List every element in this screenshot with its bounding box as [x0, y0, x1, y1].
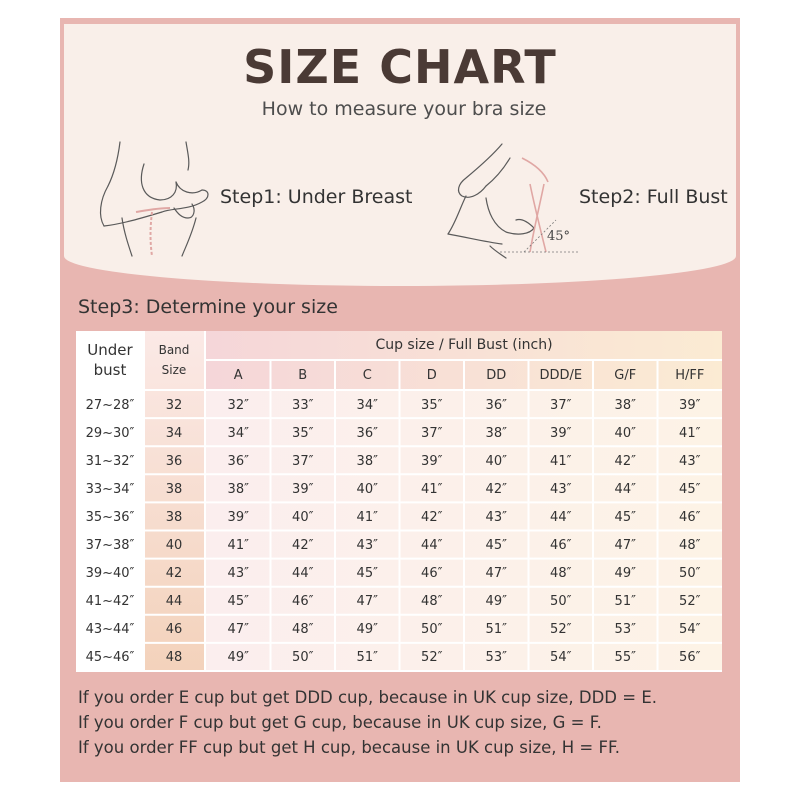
under-bust-cell: 35~36″	[85, 509, 135, 525]
full-bust-cell: 48″	[421, 594, 443, 610]
step2-label: Step2: Full Bust	[579, 186, 728, 208]
size-table	[76, 331, 722, 672]
full-bust-cell: 50″	[550, 594, 572, 610]
under-bust-cell: 31~32″	[85, 453, 135, 469]
full-bust-cell: 39″	[679, 397, 701, 413]
full-bust-cell: 52″	[550, 622, 572, 638]
step1-label: Step1: Under Breast	[220, 186, 413, 208]
full-bust-cell: 46″	[292, 594, 314, 610]
band-size-cell: 46	[165, 622, 183, 638]
full-bust-cell: 46″	[421, 566, 443, 582]
full-bust-cell: 47″	[614, 538, 636, 554]
cup-column-header: H/FF	[675, 367, 705, 383]
step3-label: Step3: Determine your size	[78, 296, 338, 318]
full-bust-cell: 41″	[421, 481, 443, 497]
full-bust-cell: 54″	[550, 650, 572, 666]
under-bust-cell: 43~44″	[85, 622, 135, 638]
full-bust-cell: 41″	[227, 538, 249, 554]
band-size-cell: 38	[165, 509, 183, 525]
full-bust-cell: 39″	[550, 425, 572, 441]
full-bust-cell: 43″	[679, 453, 701, 469]
cup-size-header: Cup size / Full Bust (inch)	[375, 337, 553, 353]
full-bust-cell: 36″	[485, 397, 507, 413]
under-bust-cell: 39~40″	[85, 566, 135, 582]
full-bust-cell: 48″	[550, 566, 572, 582]
full-bust-illustration	[430, 138, 580, 260]
band-size-cell: 48	[165, 650, 183, 666]
full-bust-cell: 41″	[356, 509, 378, 525]
cup-column-header: DD	[486, 367, 507, 383]
full-bust-cell: 36″	[356, 425, 378, 441]
full-bust-cell: 38″	[227, 481, 249, 497]
full-bust-cell: 51″	[356, 650, 378, 666]
cup-column-header: D	[426, 367, 437, 383]
full-bust-cell: 44″	[550, 509, 572, 525]
full-bust-cell: 32″	[227, 397, 249, 413]
full-bust-cell: 40″	[356, 481, 378, 497]
full-bust-cell: 42″	[485, 481, 507, 497]
full-bust-cell: 47″	[485, 566, 507, 582]
full-bust-cell: 41″	[550, 453, 572, 469]
full-bust-cell: 37″	[292, 453, 314, 469]
size-notes	[78, 685, 657, 760]
full-bust-cell: 51″	[614, 594, 636, 610]
full-bust-cell: 55″	[614, 650, 636, 666]
full-bust-cell: 37″	[421, 425, 443, 441]
full-bust-cell: 50″	[421, 622, 443, 638]
full-bust-cell: 50″	[679, 566, 701, 582]
full-bust-cell: 34″	[227, 425, 249, 441]
full-bust-cell: 45″	[679, 481, 701, 497]
page-title: SIZE CHART	[243, 40, 557, 94]
full-bust-cell: 54″	[679, 622, 701, 638]
full-bust-cell: 56″	[679, 650, 701, 666]
full-bust-cell: 43″	[356, 538, 378, 554]
full-bust-cell: 45″	[485, 538, 507, 554]
full-bust-cell: 51″	[485, 622, 507, 638]
full-bust-cell: 43″	[485, 509, 507, 525]
band-size-cell: 42	[165, 566, 183, 582]
full-bust-cell: 36″	[227, 453, 249, 469]
full-bust-cell: 35″	[421, 397, 443, 413]
full-bust-cell: 34″	[356, 397, 378, 413]
full-bust-cell: 44″	[421, 538, 443, 554]
full-bust-cell: 40″	[614, 425, 636, 441]
under-bust-cell: 27~28″	[85, 397, 135, 413]
full-bust-cell: 42″	[292, 538, 314, 554]
band-size-header-line1: Band	[158, 343, 190, 357]
full-bust-cell: 49″	[485, 594, 507, 610]
under-bust-cell: 29~30″	[85, 425, 135, 441]
full-bust-cell: 37″	[550, 397, 572, 413]
full-bust-cell: 40″	[292, 509, 314, 525]
cup-column-header: B	[298, 367, 308, 383]
full-bust-cell: 46″	[550, 538, 572, 554]
full-bust-cell: 49″	[227, 650, 249, 666]
cup-column-header: C	[362, 367, 372, 383]
under-bust-cell: 37~38″	[85, 538, 135, 554]
cup-column-header: G/F	[614, 367, 637, 383]
full-bust-cell: 49″	[356, 622, 378, 638]
under-bust-cell: 45~46″	[85, 650, 135, 666]
band-size-cell: 36	[165, 453, 183, 469]
full-bust-cell: 38″	[614, 397, 636, 413]
band-size-cell: 38	[165, 481, 183, 497]
under-bust-cell: 33~34″	[85, 481, 135, 497]
band-size-header	[144, 331, 204, 389]
full-bust-cell: 40″	[485, 453, 507, 469]
full-bust-cell: 52″	[421, 650, 443, 666]
band-size-cell: 44	[165, 594, 183, 610]
full-bust-cell: 42″	[614, 453, 636, 469]
cup-column-header: DDD/E	[539, 367, 583, 383]
full-bust-cell: 33″	[292, 397, 314, 413]
full-bust-cell: 38″	[356, 453, 378, 469]
cup-column-header: A	[233, 367, 243, 383]
under-bust-header	[76, 331, 144, 389]
full-bust-cell: 52″	[679, 594, 701, 610]
note-line: If you order FF cup but get H cup, because in UK cup size, H = FF.	[78, 738, 621, 757]
full-bust-cell: 45″	[356, 566, 378, 582]
full-bust-cell: 42″	[421, 509, 443, 525]
full-bust-cell: 39″	[421, 453, 443, 469]
full-bust-cell: 50″	[292, 650, 314, 666]
full-bust-cell: 43″	[550, 481, 572, 497]
under-bust-header-line2: bust	[93, 361, 127, 379]
full-bust-cell: 43″	[227, 566, 249, 582]
note-line: If you order F cup but get G cup, because in UK cup size, G = F.	[78, 713, 602, 732]
full-bust-cell: 47″	[227, 622, 249, 638]
full-bust-cell: 53″	[485, 650, 507, 666]
full-bust-cell: 45″	[614, 509, 636, 525]
page-subtitle: How to measure your bra size	[261, 98, 547, 120]
full-bust-cell: 49″	[614, 566, 636, 582]
full-bust-cell: 38″	[485, 425, 507, 441]
full-bust-cell: 39″	[227, 509, 249, 525]
band-size-cell: 34	[165, 425, 183, 441]
full-bust-cell: 48″	[679, 538, 701, 554]
full-bust-cell: 44″	[292, 566, 314, 582]
band-size-cell: 40	[165, 538, 183, 554]
band-size-cell: 32	[165, 397, 183, 413]
full-bust-cell: 35″	[292, 425, 314, 441]
full-bust-cell: 46″	[679, 509, 701, 525]
full-bust-cell: 44″	[614, 481, 636, 497]
full-bust-cell: 39″	[292, 481, 314, 497]
under-bust-header-line1: Under	[87, 341, 133, 359]
under-bust-cell: 41~42″	[85, 594, 135, 610]
full-bust-cell: 45″	[227, 594, 249, 610]
angle-label: 45°	[547, 229, 571, 244]
under-breast-illustration	[92, 138, 217, 258]
band-size-header-line2: Size	[161, 363, 187, 377]
full-bust-cell: 48″	[292, 622, 314, 638]
full-bust-cell: 41″	[679, 425, 701, 441]
note-line: If you order E cup but get DDD cup, because in UK cup size, DDD = E.	[78, 688, 657, 707]
full-bust-cell: 47″	[356, 594, 378, 610]
full-bust-cell: 53″	[614, 622, 636, 638]
